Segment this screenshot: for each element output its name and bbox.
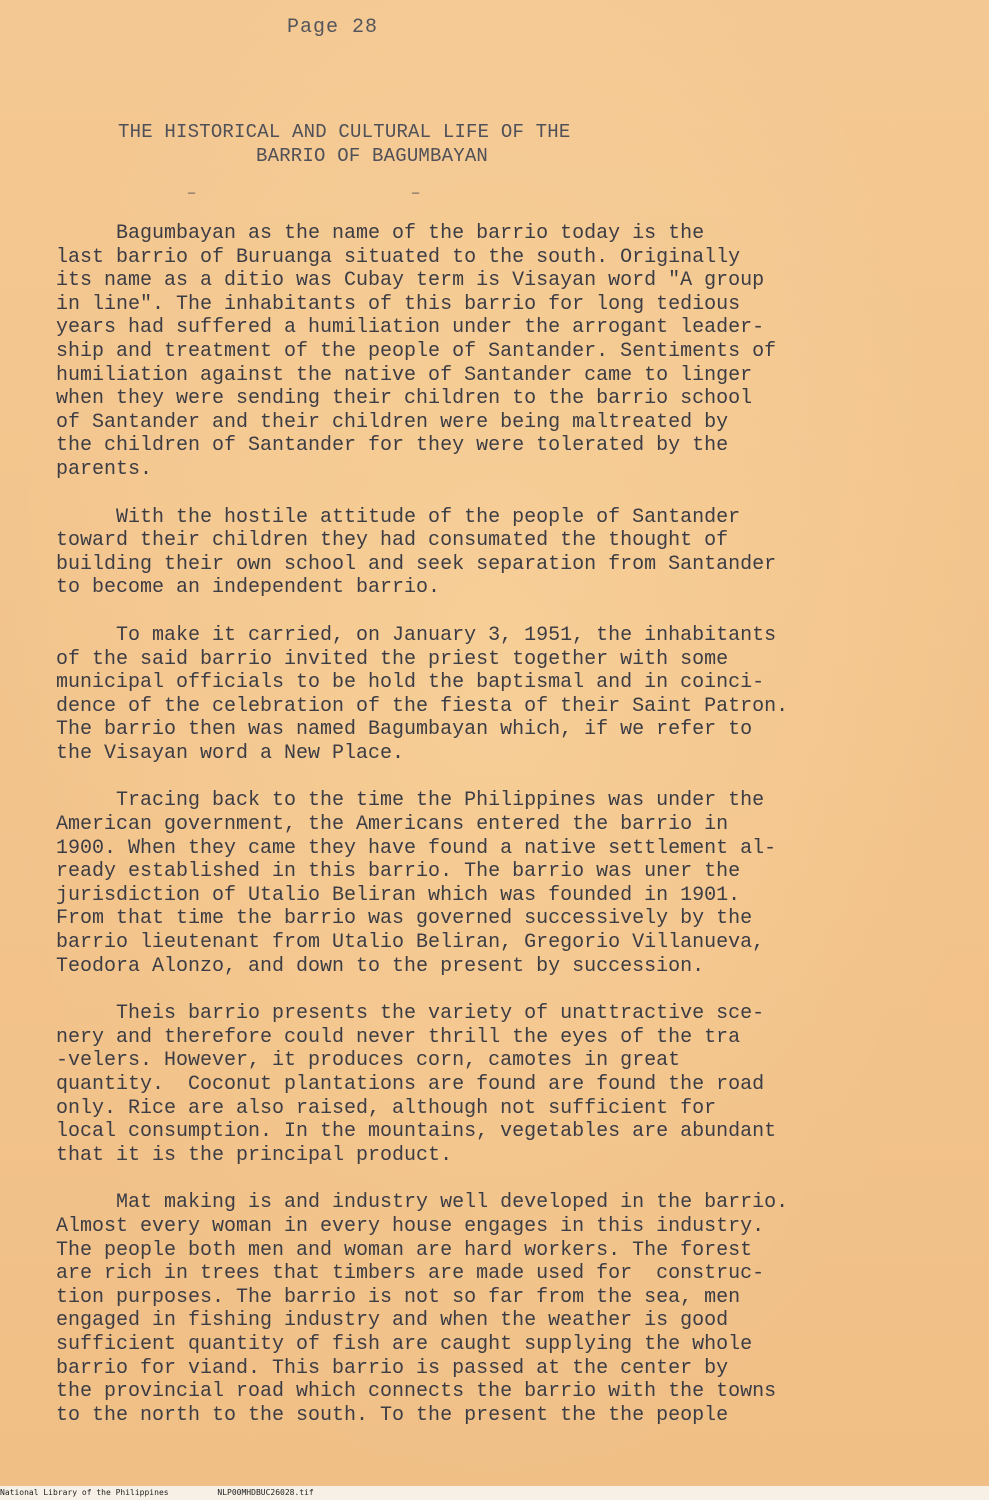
text-line: to become an independent barrio. (56, 576, 441, 600)
text-line: in line". The inhabitants of this barrio for long tedious (56, 292, 741, 316)
text-line: municipal officials to be hold the baptismal and in coinci- (56, 671, 765, 695)
separator-dash-right: — (412, 186, 420, 200)
text-line: are rich in trees that timbers are made used for construc- (56, 1262, 765, 1286)
paragraph-scenery (56, 1002, 936, 1167)
text-line: 1900. When they came they have found a native settlement al- (56, 836, 777, 860)
text-line: humiliation against the native of Santander came to linger (56, 363, 753, 387)
page-number: Page 28 (287, 16, 379, 39)
text-line: to the north to the south. To the present the the people (56, 1403, 729, 1427)
text-line: last barrio of Buruanga situated to the south. Originally (56, 245, 741, 269)
text-line: sufficient quantity of fish are caught supplying the whole (56, 1332, 753, 1356)
text-line: building their own school and seek separation from Santander (56, 552, 777, 576)
text-line: engaged in fishing industry and when the weather is good (56, 1309, 729, 1333)
scan-footer (0, 1486, 989, 1500)
text-line: barrio for viand. This barrio is passed at the center by (56, 1356, 729, 1380)
body-text (56, 222, 936, 1451)
text-line: ready established in this barrio. The barrio was uner the (56, 860, 741, 884)
text-line: From that time the barrio was governed successively by the (56, 907, 753, 931)
scan-filename: NLP00MHDBUC26028.tif (217, 1488, 314, 1497)
text-line: Teodora Alonzo, and down to the present by succession. (56, 954, 705, 978)
text-line: American government, the Americans entered the barrio in (56, 813, 729, 837)
text-line: of Santander and their children were being maltreated by (56, 410, 729, 434)
separator-dash-left: — (188, 186, 196, 200)
text-line: The barrio then was named Bagumbayan which, if we refer to (56, 718, 753, 742)
text-line: dence of the celebration of the fiesta of their Saint Patron. (56, 694, 789, 718)
document-title (118, 120, 818, 168)
paragraph-history (56, 789, 936, 978)
paragraph-industry (56, 1191, 936, 1427)
text-line: To make it carried, on January 3, 1951, the inhabitants (56, 623, 777, 647)
text-line: ship and treatment of the people of Santander. Sentiments of (56, 339, 777, 363)
text-line: Bagumbayan as the name of the barrio today is the (56, 222, 705, 245)
text-line: Mat making is and industry well developed in the barrio. (56, 1191, 789, 1215)
text-line: that it is the principal product. (56, 1143, 453, 1167)
text-line: parents. (56, 457, 153, 481)
text-line: quantity. Coconut plantations are found are found the road (56, 1073, 765, 1096)
paragraph-origin (56, 222, 936, 482)
text-line: The people both men and woman are hard workers. The forest (56, 1238, 753, 1262)
text-line: Almost every woman in every house engages in this industry. (56, 1214, 765, 1238)
text-line: With the hostile attitude of the people of Santander (56, 505, 741, 529)
text-line: barrio lieutenant from Utalio Beliran, Gregorio Villanueva, (56, 931, 765, 955)
text-line: jurisdiction of Utalio Beliran which was founded in 1901. (56, 883, 741, 907)
text-line: tion purposes. The barrio is not so far from the sea, men (56, 1285, 741, 1309)
text-line: nery and therefore could never thrill the eyes of the tra (56, 1025, 741, 1049)
text-line: local consumption. In the mountains, vegetables are abundant (56, 1120, 777, 1144)
paragraph-separation (56, 506, 936, 600)
text-line: toward their children they had consumated the thought of (56, 529, 729, 553)
text-line: Theis barrio presents the variety of unattractive sce- (56, 1002, 765, 1026)
text-line: when they were sending their children to the barrio school (56, 387, 753, 411)
text-line: only. Rice are also raised, although not sufficient for (56, 1096, 717, 1120)
title-line-2: BARRIO OF BAGUMBAYAN (256, 145, 489, 167)
text-line: the children of Santander for they were tolerated by the (56, 434, 729, 458)
library-credit: National Library of the Philippines (0, 1488, 169, 1497)
text-line: of the said barrio invited the priest together with some (56, 647, 729, 671)
title-line-1: THE HISTORICAL AND CULTURAL LIFE OF THE (118, 121, 571, 143)
text-line: the Visayan word a New Place. (56, 741, 405, 765)
text-line: Tracing back to the time the Philippines was under the (56, 789, 765, 813)
text-line: the provincial road which connects the barrio with the towns (56, 1380, 777, 1404)
text-line: years had suffered a humiliation under the arrogant leader- (56, 316, 765, 340)
text-line: -velers. However, it produces corn, camotes in great (56, 1049, 681, 1073)
text-line: its name as a ditio was Cubay term is Visayan word "A group (56, 269, 765, 293)
paragraph-naming (56, 624, 936, 766)
